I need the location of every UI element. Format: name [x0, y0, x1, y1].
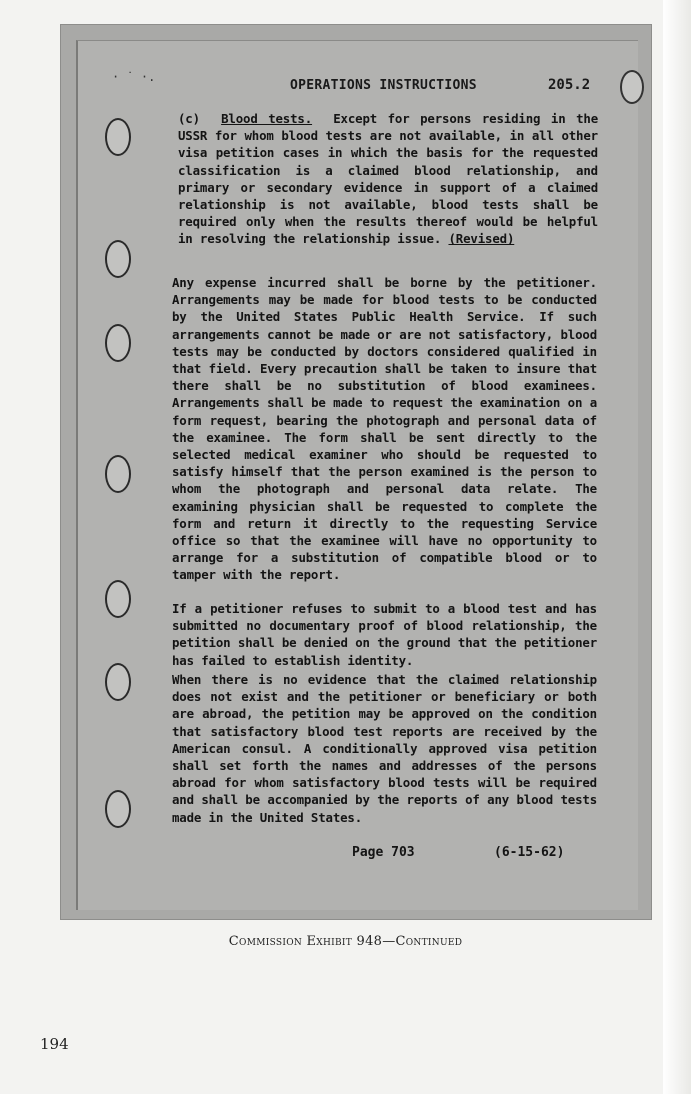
- binder-hole: [105, 790, 131, 828]
- section-number: 205.2: [548, 77, 591, 93]
- revision-date: (6-15-62): [494, 845, 565, 860]
- paragraph-refusal: [172, 600, 597, 669]
- page-label: Page 703: [352, 845, 415, 860]
- header-title: OPERATIONS INSTRUCTIONS: [290, 78, 477, 93]
- binder-hole: [105, 580, 131, 618]
- revised-note: (Revised): [448, 231, 515, 247]
- page-number: 194: [40, 1035, 69, 1053]
- paragraph-label: (c): [178, 111, 200, 126]
- binder-hole: [105, 455, 131, 493]
- paragraph-conditional: [172, 671, 597, 826]
- paragraph-heading: Blood tests.: [221, 111, 313, 126]
- paragraph-c: [178, 110, 598, 248]
- binder-hole: [105, 118, 131, 156]
- binder-hole: [105, 324, 131, 362]
- scan-specks: · ˙ ·.: [112, 70, 156, 84]
- paragraph-conditional-text: When there is no evidence that the claimed relationship does not exist and the petitioner or beneficiary or both are abroad, the petition may be approved on the condition that satisfactory blood test reports are received by the American consul. A conditionally approved visa petition shall set forth the names and addresses of the persons abroad for whom satisfactory blood tests will be required and shall be accompanied by the reports of any blood tests made in the United States.: [172, 672, 597, 825]
- scan-edge: [663, 0, 691, 1094]
- paragraph-refusal-text: If a petitioner refuses to submit to a blood test and has submitted no documentary proof of blood relationship, the petition shall be denied on the ground that the petitioner has failed to establish identity.: [172, 601, 597, 668]
- exhibit-caption: Commission Exhibit 948—Continued: [228, 934, 463, 949]
- paragraph-c-text: Except for persons residing in the USSR for whom blood tests are not available, in all other visa petition cases in which the basis for the requested classification is a claimed blood relationship, and primary or secondary evidence in support of a claimed relationship is not available, blood tests shall be required only when the results thereof would be helpful in resolving the relationship issue.: [178, 111, 599, 247]
- header-binder-hole: [620, 70, 644, 104]
- binder-hole: [105, 240, 131, 278]
- paragraph-expenses-text: Any expense incurred shall be borne by the petitioner. Arrangements may be made for blood tests to be conducted by the United States Public Health Service. If such arrangements cannot be made or are not satisfactory, blood tests may be conducted by doctors considered qualified in that field. Every precaution shall be taken to insure that there shall be no substitution of blood examinees. Arrangements shall be made to request the examination on a form request, bearing the photograph and personal data of the examinee. The form shall be sent directly to the selected medical examiner who should be requested to satisfy himself that the person examined is the person to whom the photograph and personal data relate. The examining physician shall be requested to complete the form and return it directly to the requesting Service office so that the examinee will have no opportunity to arrange for a substitution of compatible blood or to tamper with the report.: [172, 275, 597, 583]
- paragraph-expenses: [172, 274, 597, 584]
- binder-hole: [105, 663, 131, 701]
